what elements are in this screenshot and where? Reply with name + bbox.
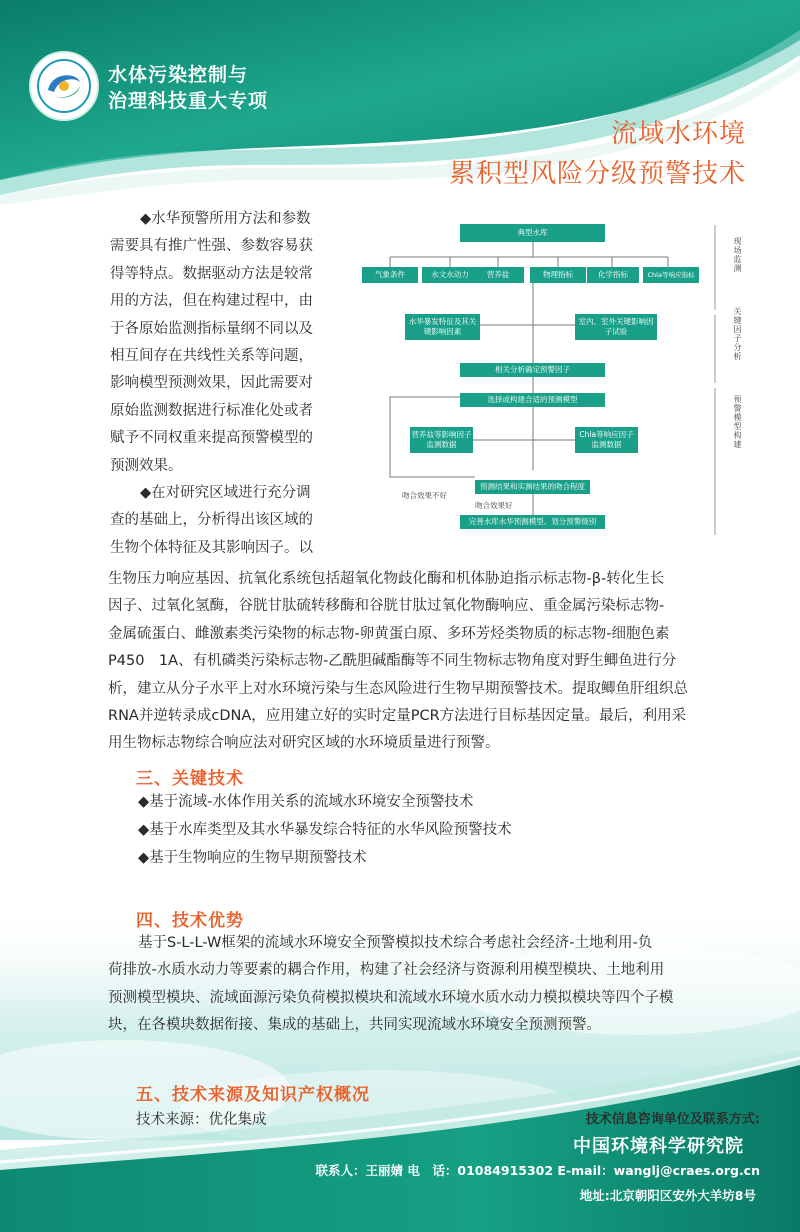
contact-heading: 技术信息咨询单位及联系方式:: [585, 1112, 760, 1127]
section-source-title: 五、技术来源及知识产权概况: [136, 1085, 370, 1105]
logo-emblem: [28, 50, 100, 122]
section-advantage-title: 四、技术优势: [136, 911, 244, 931]
logo-line-2: 治理科技重大专项: [108, 90, 269, 112]
flowchart: [360, 215, 760, 545]
flowchart-node-chla-data: Chla等响应因子监测数据: [575, 427, 638, 453]
section-key-tech-title: 三、关键技术: [136, 769, 244, 789]
flowchart-side-label: 现场监测: [733, 237, 742, 273]
body-line: 金属硫蛋白、雌激素类污染物的标志物-卵黄蛋白原、多环芳烃类物质的标志物-细胞色素: [108, 625, 670, 642]
body-line: 析，建立从分子水平上对水环境污染与生态风险进行生物早期预警技术。提取鲫鱼肝组织总: [108, 680, 688, 697]
flowchart-label-bad: 吻合效果不好: [402, 491, 447, 500]
body-line: RNA并逆转录成cDNA，应用建立好的实时定量PCR方法进行目标基因定量。最后，利用采: [108, 708, 687, 725]
intro-line: 用的方法，但在构建过程中，由: [110, 293, 313, 310]
intro-line: 生物个体特征及其影响因子。以: [110, 539, 313, 556]
body-text: [108, 566, 788, 758]
flowchart-node-match: 预测结果和实测结果的吻合程度: [475, 480, 590, 494]
intro-line: ◆水华预警所用方法和参数: [140, 211, 311, 227]
intro-line: 于各原始监测指标量纲不同以及: [110, 320, 313, 337]
intro-line: 得等特点。数据驱动方法是较常: [110, 265, 313, 282]
flowchart-node-indicator: 水文水动力: [422, 267, 478, 283]
key-tech-item: ◆基于流域-水体作用关系的流域水环境安全预警技术: [138, 794, 474, 810]
intro-line: 需要具有推广性强、参数容易获: [110, 238, 313, 255]
intro-text: [110, 206, 350, 562]
flowchart-side-label: 预警模型构建: [733, 395, 742, 449]
flowchart-node-right-factor: 室内、室外关键影响因子试验: [575, 314, 657, 340]
intro-line: 原始监测数据进行标准化处或者: [110, 402, 313, 419]
advantage-line: 荷排放-水质水动力等要素的耦合作用，构建了社会经济与资源利用模型模块、土地利用: [108, 962, 665, 979]
flowchart-label-good: 吻合效果好: [475, 501, 513, 510]
contact-line: 联系人：王丽婧 电 话：01084915302 E-mail：wanglj@craes.org.cn: [315, 1163, 760, 1178]
advantage-text: [108, 930, 788, 1040]
flowchart-node-final: 完善水库水华预测模型、划分预警级别: [460, 515, 605, 529]
contact-org: 中国环境科学研究院: [573, 1136, 744, 1157]
flowchart-node-indicator: 化学指标: [587, 267, 639, 283]
intro-line: 预测效果。: [110, 457, 183, 474]
logo-line-1: 水体污染控制与: [108, 64, 249, 86]
flowchart-side-label: 关键因子分析: [733, 307, 742, 361]
title-line-2: 累积型风险分级预警技术: [448, 159, 746, 189]
page-title: [346, 114, 746, 194]
contact-address: 地址:北京朝阳区安外大羊坊8号: [579, 1188, 756, 1203]
intro-line: ◆在对研究区域进行充分调: [140, 485, 311, 502]
key-tech-item: ◆基于生物响应的生物早期预警技术: [138, 850, 367, 866]
logo-text: [108, 62, 268, 114]
advantage-line: 预测模型模块、流域面源污染负荷模拟模块和流域水环境水质水动力模拟模块等四个子模: [108, 989, 674, 1006]
flowchart-node-correlation: 相关分析确定预警因子: [460, 363, 605, 377]
body-line: 因子、过氧化氢酶，谷胱甘肽硫转移酶和谷胱甘肽过氧化物酶响应、重金属污染标志物-: [108, 598, 665, 615]
flowchart-node-indicator: Chla等响应指标: [643, 267, 699, 283]
key-tech-item: ◆基于水库类型及其水华暴发综合特征的水华风险预警技术: [138, 822, 512, 838]
title-line-1: 流域水环境: [610, 119, 746, 149]
body-line: P450 1A、有机磷类污染标志物-乙酰胆碱酯酶等不同生物标志物角度对野生鲫鱼进行分: [108, 653, 677, 670]
intro-line: 赋予不同权重来提高预警模型的: [110, 430, 313, 447]
source-text: 技术来源：优化集成: [136, 1112, 267, 1128]
advantage-line: 基于S-L-L-W框架的流域水环境安全预警模拟技术综合考虑社会经济-土地利用-负: [138, 935, 653, 951]
flowchart-node-left-factor: 水华暴发特征及其关键影响因素: [405, 314, 480, 340]
flowchart-node-select-model: 选择或构建合适的预测模型: [460, 393, 605, 407]
flowchart-node-indicator: 物理指标: [530, 267, 586, 283]
flowchart-node-reservoir: 典型水库: [460, 224, 605, 242]
body-line: 生物压力响应基因、抗氧化系统包括超氧化物歧化酶和机体胁迫指示标志物-β-转化生长: [108, 571, 665, 587]
intro-line: 查的基础上，分析得出该区域的: [110, 512, 313, 529]
flowchart-node-indicator: 气象条件: [362, 267, 418, 283]
flowchart-node-indicator: 营养盐: [472, 267, 524, 283]
intro-line: 相互间存在共线性关系等问题，: [110, 348, 313, 365]
advantage-line: 块，在各模块数据衔接、集成的基础上，共同实现流域水环境安全预测预警。: [108, 1017, 601, 1034]
body-line: 用生物标志物综合响应法对研究区域的水环境质量进行预警。: [108, 735, 500, 752]
flowchart-node-nutrient-data: 营养盐等影响因子监测数据: [410, 427, 473, 453]
intro-line: 影响模型预测效果，因此需要对: [110, 375, 313, 392]
